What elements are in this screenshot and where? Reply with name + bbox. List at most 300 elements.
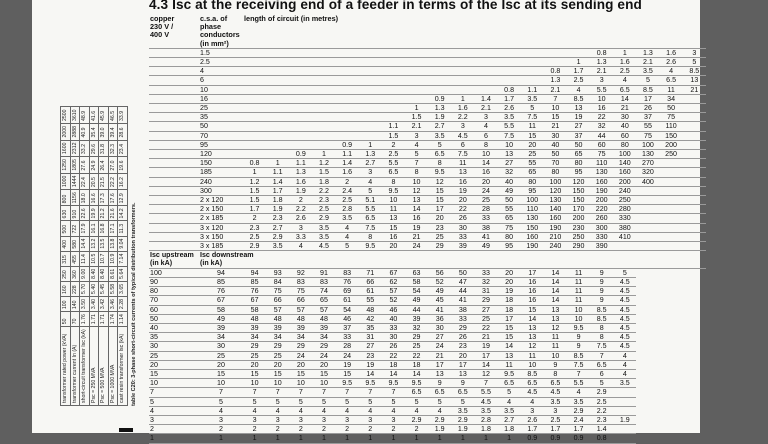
value-cell: 2.2 [289,205,312,214]
value-cell: 4 [474,122,497,131]
row-blank-cell [149,159,199,168]
table-row [149,131,706,140]
value-cell: 34 [199,333,243,342]
value-cell: 44 [590,131,613,140]
value-cell: 3.5 [266,242,289,251]
value-cell: 95 [498,242,521,251]
table-row [149,434,706,443]
value-cell: 14 [544,287,567,296]
rotated-cell: 33.9 [118,107,128,124]
value-cell: 29 [405,333,428,342]
value-cell: 1.4 [336,159,359,168]
value-cell: 48 [243,314,266,323]
value-cell: 85 [199,277,243,286]
value-cell: 25 [428,232,451,241]
rotated-cell: 21.2 [99,206,109,221]
rotated-cell: 48.9 [80,107,90,124]
value-cell: 10 [544,351,567,360]
value-cell: 49 [199,314,243,323]
value-cell: 46 [336,314,359,323]
value-cell: 65 [498,214,521,223]
value-cell: 5 [498,388,521,397]
value-cell [266,104,289,113]
transformer-table [60,106,128,406]
value-cell: 130 [636,150,659,159]
rotated-cell: 32.3 [108,140,118,157]
value-cell: 25 [474,314,497,323]
value-cell: 17 [428,360,451,369]
value-cell: 29 [451,323,474,332]
rotated-cell: 17.6 [108,190,118,206]
table-row [149,48,706,57]
value-cell: 3.5 [312,232,335,241]
value-cell: 1 [428,434,451,443]
value-cell: 7 [243,388,266,397]
value-cell: 16 [521,277,544,286]
value-cell: 23 [428,223,451,232]
value-cell: 14 [521,314,544,323]
section-header-row [149,259,706,268]
value-cell [312,140,335,149]
value-cell [613,397,636,406]
value-cell: 5 [266,397,289,406]
value-cell: 1.9 [428,113,451,122]
value-cell: 20 [498,277,521,286]
value-cell: 29 [312,342,335,351]
row-blank-cell [149,186,199,195]
value-cell: 1.2 [312,159,335,168]
value-cell: 1 [266,159,289,168]
csa-cell: 10 [199,85,243,94]
value-cell [266,122,289,131]
value-cell: 3 [312,415,335,424]
rotated-cell: 800 [61,190,71,206]
value-cell [266,94,289,103]
row-blank-cell [149,168,199,177]
rotated-cell: 5.70 [80,281,90,296]
value-cell: 4 [567,85,590,94]
value-cell: 20 [312,360,335,369]
table-row [149,67,706,76]
value-cell: 1 [243,168,266,177]
value-cell: 80 [613,140,636,149]
value-cell: 3.5 [451,406,474,415]
value-cell: 1.4 [474,94,497,103]
value-cell: 11 [567,287,590,296]
value-cell: 19 [359,360,382,369]
value-cell: 32 [590,122,613,131]
value-cell: 120 [567,177,590,186]
value-cell: 15 [199,369,243,378]
value-cell: 37 [636,113,659,122]
value-cell: 130 [590,168,613,177]
value-cell: 210 [544,232,567,241]
upstream-cell: 10 [149,379,199,388]
value-cell [312,67,335,76]
table-row [149,186,706,195]
value-cell: 3 [451,122,474,131]
value-cell [359,131,382,140]
upstream-cell: 100 [149,268,199,277]
rotated-cell: 13.8 [108,236,118,251]
value-cell: 14 [382,369,405,378]
value-cell: 23 [359,351,382,360]
value-cell: 7 [405,159,428,168]
value-cell: 1.8 [312,177,335,186]
rotated-cell: transformer current In (A) [70,327,80,406]
value-cell [336,58,359,67]
rotated-cell: 5.45 [99,281,109,296]
value-cell: 40 [544,140,567,149]
table-row [149,323,706,332]
row-blank-cell [149,76,199,85]
rotated-row [70,107,80,406]
rotated-cell: 14.4 [80,236,90,251]
value-cell [382,67,405,76]
value-cell [405,48,428,57]
value-cell: 41 [428,305,451,314]
table-row [149,232,706,241]
value-cell [660,232,683,241]
row-blank-cell [149,214,199,223]
value-cell: 10 [474,150,497,159]
value-cell: 14 [405,205,428,214]
value-cell: 400 [636,177,659,186]
value-cell: 20 [428,214,451,223]
value-cell: 22 [474,323,497,332]
csa-cell: 185 [199,168,243,177]
rotated-cell: 1.76 [80,312,90,327]
value-cell: 24 [428,342,451,351]
value-cell [613,388,636,397]
value-cell: 34 [312,333,335,342]
value-cell: 1.9 [266,205,289,214]
value-cell [683,94,706,103]
value-cell: 57 [266,305,289,314]
value-cell: 55 [359,296,382,305]
value-cell: 11 [521,351,544,360]
value-cell: 7.5 [590,342,613,351]
rotated-cell: 11.3 [118,221,128,236]
value-cell: 100 [613,150,636,159]
value-cell [243,131,266,140]
rotated-cell: transformer rated power (kVA) [61,327,71,406]
row-blank-cell [149,205,199,214]
value-cell: 62 [382,277,405,286]
value-cell: 12 [405,186,428,195]
value-cell: 3.5 [521,94,544,103]
value-cell: 2.2 [312,186,335,195]
value-cell: 160 [544,214,567,223]
value-cell [636,196,659,205]
value-cell: 91 [312,268,335,277]
value-cell: 55 [521,159,544,168]
value-cell [243,104,266,113]
value-cell [382,58,405,67]
value-cell: 75 [289,287,312,296]
rotated-cell: 3.42 [99,296,109,311]
value-cell [243,76,266,85]
value-cell: 24 [405,242,428,251]
rotated-cell: 2.28 [118,296,128,311]
value-cell: 15 [382,223,405,232]
table-row [149,379,706,388]
value-cell: 11 [567,268,590,277]
value-cell [336,131,359,140]
value-cell: 190 [590,186,613,195]
value-cell: 83 [289,277,312,286]
value-cell: 19 [567,113,590,122]
row-blank-cell [149,48,199,57]
value-cell: 30 [199,342,243,351]
value-cell: 21 [544,122,567,131]
value-cell: 5 [613,268,636,277]
value-cell: 3 [683,48,706,57]
value-cell [289,76,312,85]
value-cell [382,85,405,94]
table-row [149,58,706,67]
value-cell [660,159,683,168]
value-cell [660,177,683,186]
value-cell: 21 [613,104,636,113]
value-cell: 1.7 [567,425,590,434]
value-cell: 80 [498,232,521,241]
value-cell: 11 [498,360,521,369]
value-cell: 23 [451,342,474,351]
value-cell: 33 [474,214,497,223]
value-cell: 2.2 [590,406,613,415]
value-cell [336,67,359,76]
value-cell: 2.6 [498,104,521,113]
value-cell: 24 [289,351,312,360]
row-blank-cell [149,67,199,76]
value-cell: 19 [498,287,521,296]
value-cell: 7 [544,94,567,103]
value-cell: 4.5 [312,242,335,251]
value-cell: 3 [521,406,544,415]
rotated-cell: 16.8 [99,221,109,236]
value-cell: 3 [474,113,497,122]
value-cell: 9 [590,287,613,296]
value-cell: 65 [312,296,335,305]
value-cell: 7 [199,388,243,397]
rotated-cell: 1250 [61,157,71,174]
value-cell: 10 [266,379,289,388]
value-cell: 200 [660,140,683,149]
rotated-cell: 5.64 [118,266,128,281]
value-cell: 1.7 [567,67,590,76]
value-cell: 4 [613,351,636,360]
table-row [149,76,706,85]
value-cell: 0.9 [521,434,544,443]
value-cell: 0.8 [544,67,567,76]
value-cell: 7 [266,388,289,397]
value-cell: 5 [636,76,659,85]
value-cell: 9.5 [382,379,405,388]
row-blank-cell [149,177,199,186]
value-cell [683,223,706,232]
value-cell: 1 [243,434,266,443]
value-cell: 7 [312,388,335,397]
value-cell: 83 [336,268,359,277]
value-cell: 45 [428,296,451,305]
value-cell: 33 [382,323,405,332]
value-cell [521,58,544,67]
value-cell [521,67,544,76]
value-cell: 1.2 [243,177,266,186]
value-cell: 30 [544,131,567,140]
value-cell [266,76,289,85]
value-cell [451,58,474,67]
value-cell [660,186,683,195]
value-cell: 25 [266,351,289,360]
value-cell: 4 [359,177,382,186]
value-cell [683,177,706,186]
value-cell: 13 [567,104,590,113]
rotated-cell: 26.4 [99,157,109,174]
value-cell: 20 [266,360,289,369]
value-cell: 4.5 [474,397,497,406]
value-cell [359,67,382,76]
value-cell: 2.1 [405,122,428,131]
value-cell [359,94,382,103]
value-cell: 4.5 [613,314,636,323]
value-cell: 200 [590,196,613,205]
value-cell: 48 [312,314,335,323]
row-blank-cell [149,196,199,205]
value-cell: 2.5 [567,76,590,85]
value-cell: 34 [243,333,266,342]
value-cell [428,85,451,94]
value-cell: 130 [544,196,567,205]
value-cell [451,67,474,76]
rotated-cell: 8.40 [89,266,99,281]
table-row [149,140,706,149]
rotated-cell: 16.2 [118,173,128,190]
value-cell: 9.5 [382,186,405,195]
value-cell [312,58,335,67]
value-cell: 20 [521,140,544,149]
table-row [149,415,706,424]
rotated-cell: 1.71 [89,312,99,327]
value-cell: 76 [243,287,266,296]
rotated-cell: 17.3 [99,190,109,206]
upstream-cell: 80 [149,287,199,296]
value-cell: 10 [567,314,590,323]
value-cell: 25 [474,196,497,205]
value-cell: 1.1 [336,150,359,159]
value-cell: 4.5 [521,388,544,397]
value-cell: 12 [474,369,497,378]
table-row [149,223,706,232]
value-cell: 7 [567,369,590,378]
value-cell: 6.5 [451,388,474,397]
value-cell [266,67,289,76]
value-cell: 190 [544,223,567,232]
document-page [32,0,700,443]
value-cell: 9.5 [405,379,428,388]
value-cell: 10 [199,379,243,388]
value-cell: 3 [266,415,289,424]
value-cell: 240 [613,186,636,195]
value-cell: 27 [567,122,590,131]
value-cell: 10 [312,379,335,388]
value-cell: 1.7 [544,425,567,434]
csa-cell: 240 [199,177,243,186]
value-cell [683,196,706,205]
value-cell: 390 [590,242,613,251]
value-cell: 7.5 [498,131,521,140]
value-cell: 2 [382,140,405,149]
rotated-cell: 455 [70,251,80,266]
value-cell: 39 [266,323,289,332]
value-cell [660,223,683,232]
row-blank-cell [149,131,199,140]
table-row [149,214,706,223]
value-cell [636,214,659,223]
value-cell: 160 [613,168,636,177]
value-cell [289,131,312,140]
value-cell: 13 [521,333,544,342]
value-cell: 1.6 [451,104,474,113]
value-cell: 25 [405,342,428,351]
value-cell: 5 [521,104,544,113]
value-cell [474,67,497,76]
value-cell: 25 [521,150,544,159]
value-cell: 55 [498,205,521,214]
value-cell: 5.5 [498,122,521,131]
value-cell: 3.5 [336,214,359,223]
value-cell: 37 [336,323,359,332]
value-cell [498,58,521,67]
value-cell: 5 [590,379,613,388]
value-cell: 1.7 [266,186,289,195]
value-cell [243,94,266,103]
table-row [149,425,706,434]
rotated-cell: 3.65 [118,281,128,296]
value-cell: 150 [660,131,683,140]
value-cell: 2.5 [613,67,636,76]
value-cell: 15 [428,196,451,205]
value-cell [289,140,312,149]
table-row [149,94,706,103]
value-cell: 5 [428,140,451,149]
value-cell: 2.6 [521,415,544,424]
row-blank-cell [149,94,199,103]
value-cell: 4.5 [613,342,636,351]
value-cell: 26 [451,333,474,342]
value-cell: 2.9 [428,415,451,424]
value-cell: 2.3 [312,196,335,205]
value-cell: 1.9 [613,415,636,424]
csa-cell: 2 x 185 [199,214,243,223]
value-cell: 15 [521,305,544,314]
value-cell: 39 [312,323,335,332]
rotated-cell: 33.2 [80,140,90,157]
upstream-header: Isc upstream [149,251,199,260]
value-cell: 200 [613,177,636,186]
value-cell: 190 [521,242,544,251]
value-cell: 160 [590,177,613,186]
upstream-cell: 40 [149,323,199,332]
value-cell: 1.7 [521,425,544,434]
rotated-cell: 722 [70,221,80,236]
row-blank-cell [149,58,199,67]
value-cell: 2.2 [451,113,474,122]
value-cell: 7 [474,379,497,388]
value-cell: 5 [405,397,428,406]
upstream-cell: 4 [149,406,199,415]
